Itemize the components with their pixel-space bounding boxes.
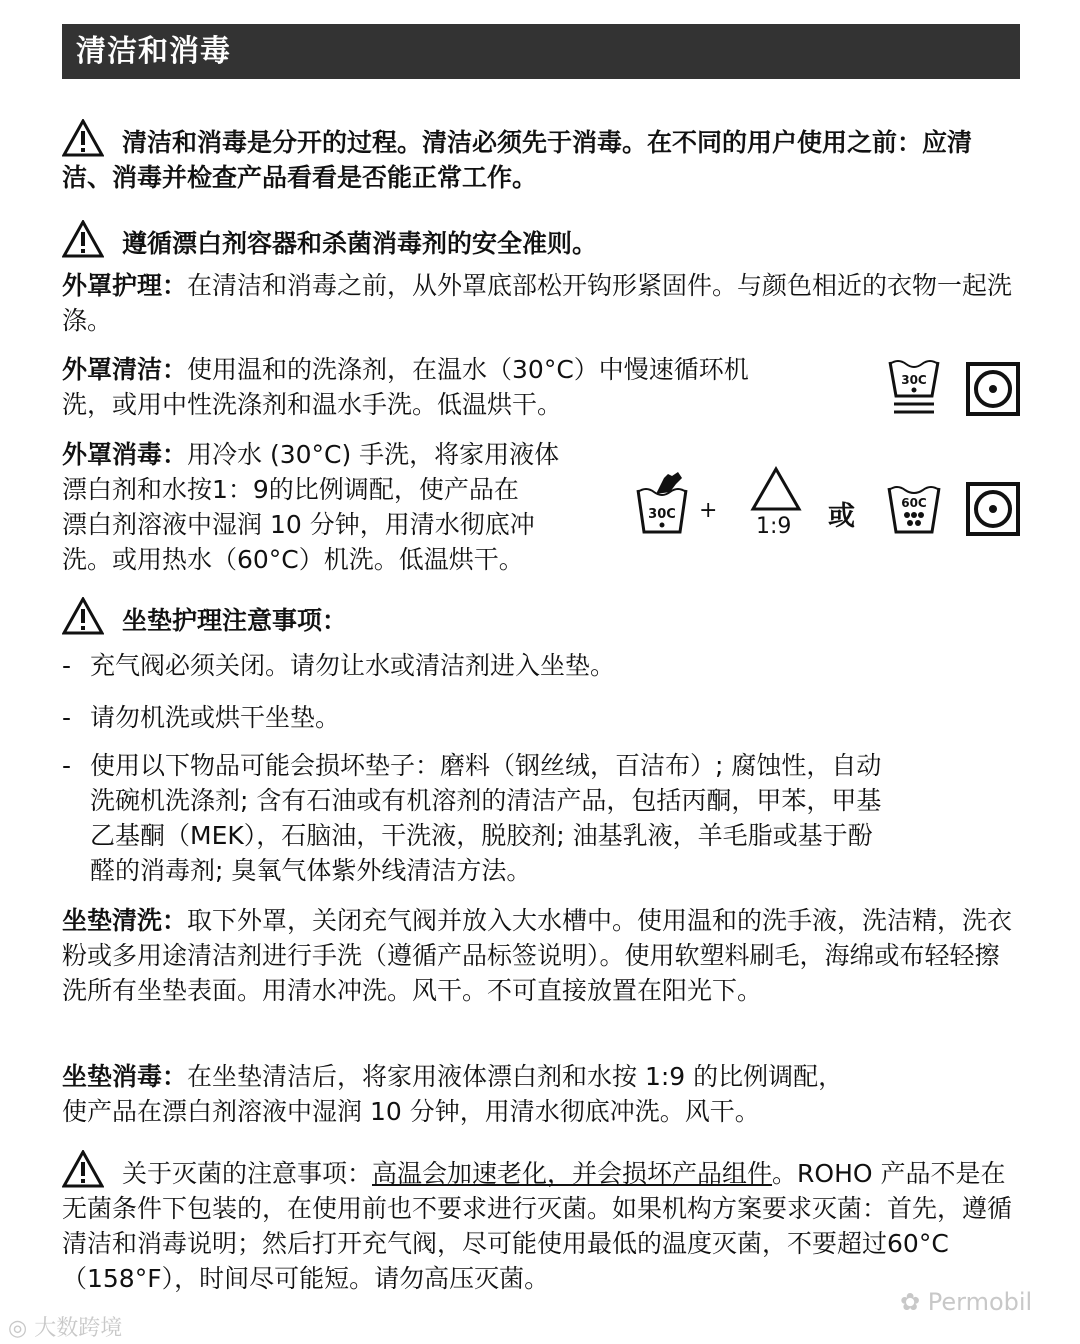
- warning-icon: [62, 119, 104, 157]
- cushion-notes-title-text: 坐垫护理注意事项：: [122, 606, 348, 635]
- cushion-clean-label: 坐垫清洗：: [62, 906, 188, 935]
- plus-sign: +: [699, 498, 718, 523]
- machine-wash-gentle-icon: [888, 356, 940, 418]
- list-item-line: 醛的消毒剂; 臭氧气体紫外线清洁方法。: [90, 856, 532, 885]
- svg-text:30C: 30C: [648, 507, 676, 522]
- svg-text:30C: 30C: [901, 373, 927, 387]
- bleach-ratio: 1:9: [756, 514, 792, 539]
- cover-clean-line1: 使用温和的洗涤剂，在温水（30°C）中慢速循环机: [187, 355, 749, 384]
- sterilization-note: [62, 1150, 1017, 1296]
- warning-icon: [62, 1150, 104, 1188]
- bleach-allowed-icon: [750, 466, 802, 512]
- machine-wash-60-icon: [886, 480, 942, 536]
- warning-text: 清洁和消毒是分开的过程。清洁必须先于消毒。在不同的用户使用之前：应清洁、消毒并检查产品看看是否能正常工作。: [62, 128, 973, 192]
- watermark-left: ◎ 大数跨境: [8, 1316, 123, 1341]
- cover-clean-paragraph: [62, 352, 862, 422]
- tumble-dry-low-icon: [966, 482, 1020, 536]
- warning-icon: [62, 597, 104, 635]
- list-item-line: 洗碗机洗涤剂; 含有石油或有机溶剂的清洁产品，包括丙酮，甲苯，甲基: [90, 786, 882, 815]
- cushion-care-notes-title: [62, 597, 1017, 638]
- list-item-line: 请勿机洗或烘干坐垫。: [90, 703, 341, 732]
- cover-disinfect-line4: 洗。或用热水（60°C）机洗。低温烘干。: [62, 545, 524, 574]
- cover-disinfect-line1: 用冷水 (30°C) 手洗，将家用液体: [187, 440, 560, 469]
- svg-text:60C: 60C: [901, 496, 927, 510]
- tumble-dry-low-icon: [966, 362, 1020, 416]
- cover-disinfect-label: 外罩消毒：: [62, 440, 188, 469]
- cushion-disinfect-line2: 使产品在漂白剂溶液中湿润 10 分钟，用清水彻底冲洗。风干。: [62, 1097, 760, 1126]
- sterilization-underlined-warning: 高温会加速老化，并会损坏产品组件: [372, 1159, 773, 1188]
- sterilization-rest: 。ROHO 产品不是在无菌条件下包装的，在使用前也不要求进行灭菌。如果机构方案要求灭菌：首先，遵循清洁和消毒说明；然后打开充气阀，尽可能使用最低的温度灭菌，不要超过60°C（158°F），时间尽可能短。请勿高压灭菌。: [62, 1159, 1013, 1293]
- list-item-line: 乙基酮（MEK），石脑油，干洗液，脱胶剂; 油基乳液，羊毛脂或基于酚: [90, 821, 873, 850]
- cushion-clean-text: 取下外罩，关闭充气阀并放入大水槽中。使用温和的洗手液，洗洁精，洗衣粉或多用途清洁剂进行手洗（遵循产品标签说明）。使用软塑料刷毛，海绵或布轻轻擦洗所有坐垫表面。用清水冲洗。风干。不可直接放置在阳光下。: [62, 906, 1013, 1005]
- cushion-disinfect-line1: 在坐垫清洁后，将家用液体漂白剂和水按 1:9 的比例调配，: [187, 1062, 844, 1091]
- cover-care-paragraph: [62, 268, 1017, 338]
- cover-disinfect-line3: 漂白剂溶液中湿润 10 分钟，用清水彻底冲: [62, 510, 535, 539]
- warning-cleaning-order: [62, 119, 1017, 195]
- cover-care-text: 在清洁和消毒之前，从外罩底部松开钩形紧固件。与颜色相近的衣物一起洗涤。: [62, 271, 1013, 335]
- wechat-icon: ✿: [900, 1288, 928, 1316]
- warning-icon: [62, 220, 104, 258]
- hand-wash-icon: [634, 470, 690, 536]
- watermark-logo-icon: ◎: [8, 1316, 35, 1341]
- cushion-disinfect-label: 坐垫消毒：: [62, 1062, 188, 1091]
- cover-clean-line2: 洗，或用中性洗涤剂和温水手洗。低温烘干。: [62, 390, 563, 419]
- watermark-right: ✿ Permobil: [900, 1288, 1033, 1316]
- list-item-line: 充气阀必须关闭。请勿让水或清洁剂进入坐垫。: [90, 651, 616, 680]
- or-label: 或: [828, 501, 855, 532]
- cover-care-label: 外罩护理：: [62, 271, 188, 300]
- section-header: 清洁和消毒: [62, 24, 1020, 79]
- sterilization-lead: 关于灭菌的注意事项：: [122, 1159, 373, 1188]
- cover-disinfect-line2: 漂白剂和水按1：9的比例调配，使产品在: [62, 475, 519, 504]
- cover-clean-label: 外罩清洁：: [62, 355, 188, 384]
- warning-text: 遵循漂白剂容器和杀菌消毒剂的安全准则。: [122, 229, 598, 258]
- list-item-line: 使用以下物品可能会损坏垫子：磨料（钢丝绒，百洁布）; 腐蚀性，自动: [90, 751, 882, 780]
- cushion-disinfect-paragraph: [62, 1059, 1017, 1129]
- warning-bleach-safety: [62, 220, 1017, 261]
- cover-disinfect-paragraph: [62, 437, 632, 577]
- cushion-clean-paragraph: [62, 903, 1017, 1008]
